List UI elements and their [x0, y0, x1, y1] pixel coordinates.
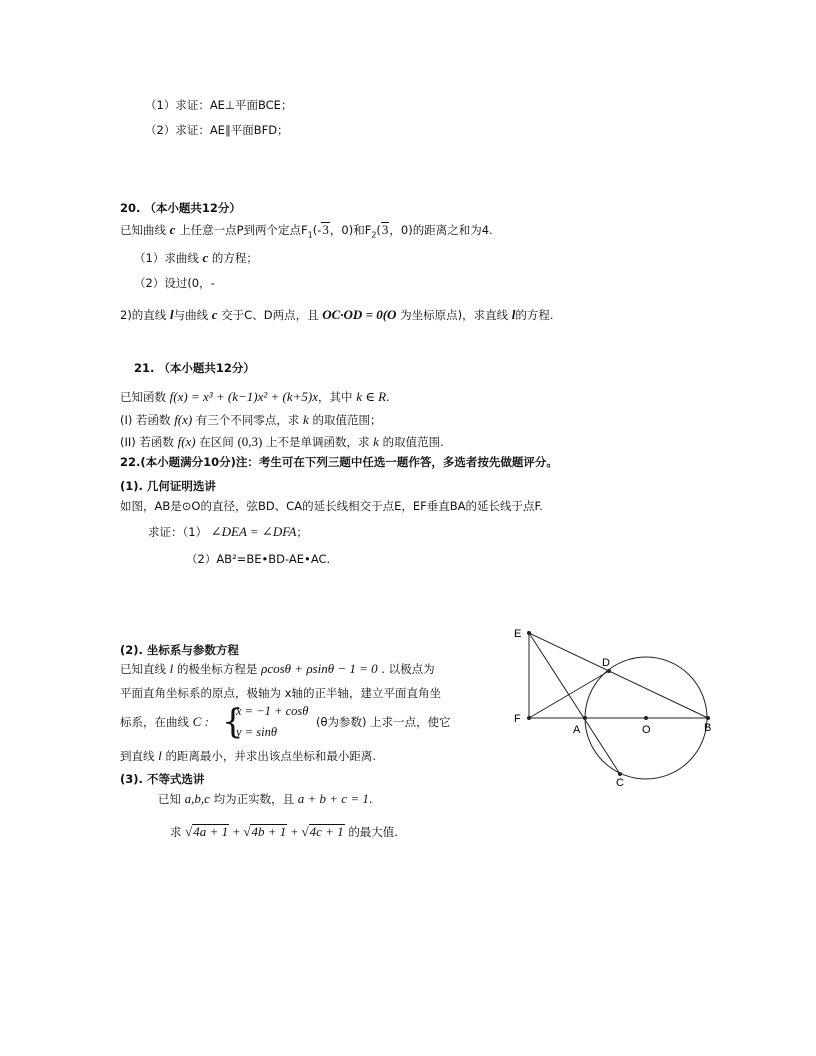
- text: 已知直线: [120, 662, 166, 676]
- parametric-system: [222, 703, 322, 745]
- brace-icon: {: [222, 702, 244, 742]
- q20-heading: 20. （本小题共12分）: [120, 201, 241, 215]
- line-l: l: [158, 748, 162, 763]
- radicand-b: 4b + 1: [251, 824, 287, 839]
- text: ，0)和F: [329, 223, 372, 237]
- point-f: [527, 716, 531, 720]
- polar-equation: ρcosθ + ρsinθ − 1 = 0: [261, 661, 378, 676]
- angle-equation: ∠DEA = ∠DFA: [210, 524, 297, 539]
- text: 求: [170, 825, 182, 839]
- param-note: (θ为参数): [316, 715, 367, 729]
- q22-s3-heading: (3). 不等式选讲: [120, 772, 205, 786]
- segment-fd: [529, 671, 609, 718]
- curve-C: C :: [192, 714, 209, 729]
- text: 已知函数: [120, 390, 166, 404]
- text: .: [386, 390, 390, 404]
- q21-line1: [120, 390, 390, 404]
- curve-c: c: [211, 307, 218, 322]
- text: 在区间: [199, 435, 234, 449]
- line-l: l: [511, 307, 516, 322]
- radicand-c: 4c + 1: [309, 824, 344, 839]
- text: ；: [296, 525, 308, 539]
- q21-part2: [120, 435, 444, 449]
- point-o: [644, 716, 648, 720]
- sqrt-3: 3: [322, 222, 329, 237]
- text: . 以极点为: [381, 662, 435, 676]
- text: 上不是单调函数，求: [266, 435, 370, 449]
- curve-c: c: [202, 250, 209, 265]
- q21-heading: 21. （本小题共12分）: [134, 361, 255, 375]
- q20-line1: 已知曲线 c 上任意一点P到两个定点$F_1(-3$，0)和$F_2(3$，0)的距离之和为4.: [120, 222, 493, 240]
- text: 上任意一点P到两个定点F: [179, 223, 308, 237]
- fx: f(x): [174, 412, 193, 427]
- text: 的方程.: [515, 308, 554, 322]
- text: 上求一点，使它: [370, 715, 451, 729]
- text: 的取值范围.: [382, 435, 444, 449]
- function-formula: f(x) = x³ + (k−1)x² + (k+5)x: [169, 389, 319, 404]
- curve-c: c: [169, 222, 176, 237]
- label-a: A: [573, 724, 581, 736]
- q20-part1: [134, 251, 258, 265]
- text: 的方程；: [211, 251, 258, 265]
- q22-s1-heading: (1). 几何证明选讲: [120, 479, 216, 493]
- label-d: D: [602, 657, 610, 669]
- sum-equation: a + b + c = 1: [297, 791, 369, 806]
- abc: a,b,c: [184, 791, 210, 806]
- text: 的最大值.: [348, 825, 398, 839]
- geometry-figure: [505, 620, 730, 790]
- q22-s2-heading: (2). 坐标系与参数方程: [120, 643, 239, 657]
- q22-heading: 22.(本小题满分10分)注：考生可在下列三题中任选一题作答，多选者按先做题评分。: [120, 455, 558, 469]
- q22-s2-line1: [120, 662, 435, 676]
- label-o: O: [642, 724, 651, 736]
- q22-s2-line4: [120, 749, 376, 763]
- q22-s3-line1: [158, 792, 373, 806]
- q22-s1-part1: [148, 525, 308, 539]
- q22-s2-line3b: [316, 715, 451, 729]
- q19-part1: （1）求证：AE⊥平面BCE；: [145, 98, 293, 112]
- text: 到直线: [120, 749, 155, 763]
- interval: (0,3): [237, 434, 263, 449]
- text: (I) 若函数: [120, 413, 171, 427]
- text: 有三个不同零点，求: [195, 413, 300, 427]
- q19-part2: （2）求证：AE∥平面BFD；: [145, 123, 289, 137]
- q22-s1-part2: （2）AB²=BE•BD-AE•AC.: [186, 552, 331, 566]
- text: ，0)的距离之和为4.: [389, 223, 493, 237]
- text: 交于C、D两点，且: [221, 308, 319, 322]
- text: 标系，在曲线: [120, 715, 189, 729]
- text: 已知: [158, 792, 181, 806]
- q20-part2: （2）设过(0，-: [134, 276, 215, 290]
- text: (: [376, 223, 381, 237]
- point-d: [607, 669, 611, 673]
- label-e: E: [514, 628, 522, 640]
- k: k: [373, 434, 379, 449]
- point-a: [583, 716, 587, 720]
- q22-s3-line2: 求 √4a + 1 + √4b + 1 + √4c + 1 的最大值.: [170, 824, 398, 839]
- text: （1）求曲线: [134, 251, 199, 265]
- q22-s2-line3: [120, 715, 209, 729]
- param-x: x = −1 + cosθ: [236, 704, 309, 718]
- label-c: C: [616, 777, 624, 789]
- text: .: [368, 792, 373, 806]
- label-b: B: [704, 722, 712, 734]
- text: (II) 若函数: [120, 435, 174, 449]
- fx: f(x): [177, 434, 196, 449]
- text: 的极坐标方程是: [176, 662, 258, 676]
- text: 均为正实数，且: [213, 792, 295, 806]
- radicand-a: 4a + 1: [193, 824, 229, 839]
- point-b: [706, 716, 710, 720]
- text: ，其中: [318, 390, 353, 404]
- line-l: l: [169, 661, 174, 676]
- text: (-: [312, 223, 322, 237]
- dot-product-equation: OC·OD = 0(O: [322, 307, 397, 322]
- q21-part1: [120, 413, 381, 427]
- q20-line3: [120, 308, 554, 322]
- param-y: y = sinθ: [236, 725, 277, 739]
- k: k: [303, 412, 309, 427]
- text: 为坐标原点)，求直线: [400, 308, 509, 322]
- text: 的距离最小，并求出该点坐标和最小距离.: [165, 749, 377, 763]
- label-f: F: [514, 713, 521, 725]
- text: 已知曲线: [120, 223, 166, 237]
- point-e: [527, 631, 531, 635]
- q22-s2-line2: 平面直角坐标系的原点，极轴为 x轴的正半轴，建立平面直角坐: [120, 686, 441, 700]
- q22-s1-line: 如图，AB是⊙O的直径，弦BD、CA的延长线相交于点E，EF垂直BA的延长线于点F.: [120, 499, 543, 513]
- line-l: l: [169, 307, 174, 322]
- text: 求证：（1）: [148, 525, 208, 539]
- text: 2)的直线: [120, 308, 167, 322]
- text: 与曲线: [173, 308, 209, 322]
- point-c: [618, 772, 622, 776]
- sqrt-3: 3: [381, 222, 389, 237]
- k-in-r: k ∈ R: [356, 389, 387, 404]
- text: 的取值范围；: [312, 413, 382, 427]
